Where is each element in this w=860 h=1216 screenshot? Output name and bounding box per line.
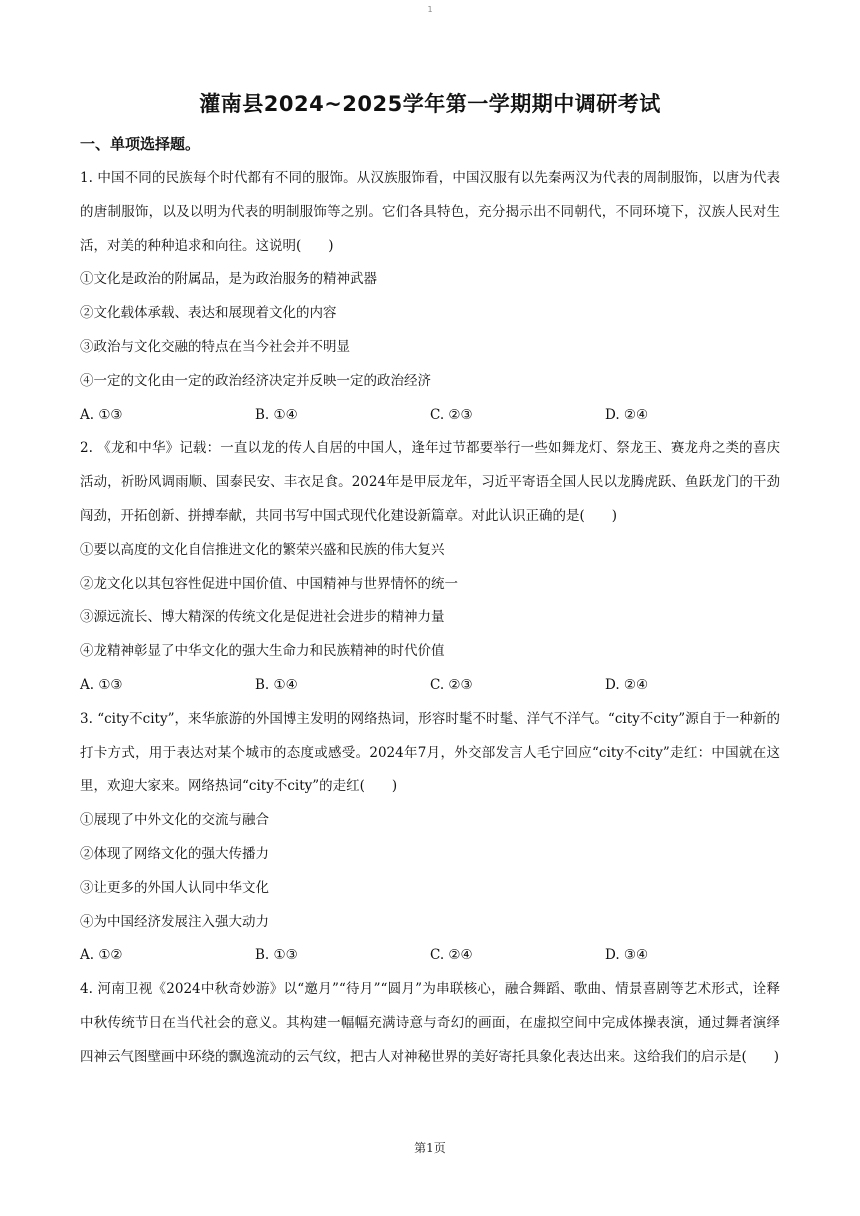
question-stem: 1. 中国不同的民族每个时代都有不同的服饰。从汉族服饰看，中国汉服有以先秦两汉为代表的周制服饰，以唐为代表的唐制服饰，以及以明为代表的明制服饰等之别。它们各具特色，充分揭示出不同朝代，不同环境下，汉族人民对生活，对美的种种追求和向往。这说明( )	[80, 170, 780, 254]
section-heading: 一、单项选择题。	[80, 135, 201, 153]
question-list	[80, 162, 780, 1075]
option-statement: ②体现了网络文化的强大传播力	[80, 845, 269, 862]
option-statement: ①文化是政治的附属品，是为政治服务的精神武器	[80, 271, 377, 288]
choice-b: B. ①④	[255, 676, 298, 693]
answer-choices	[80, 669, 780, 703]
choice-d: D. ②④	[605, 406, 649, 423]
option-statement: ③让更多的外国人认同中华文化	[80, 879, 269, 896]
choice-c: C. ②③	[430, 676, 473, 693]
choice-a: A. ①②	[80, 947, 123, 964]
answer-choices	[80, 939, 780, 973]
question-stem: 3. “city不city”，来华旅游的外国博主发明的网络热词，形容时髦不时髦、洋气不洋气。“city不city”源自于一种新的打卡方式，用于表达对某个城市的态度或感受。2024年7月，外交部发言人毛宁回应“city不city”走红：中国就在这里，欢迎大家来。网络热词“city不city”的走红( )	[80, 710, 780, 795]
choice-b: B. ①④	[255, 406, 298, 423]
choice-a: A. ①③	[80, 406, 123, 423]
choice-b: B. ①③	[255, 947, 298, 964]
question-1	[80, 162, 780, 432]
option-statement: ③源远流长、博大精深的传统文化是促进社会进步的精神力量	[80, 609, 445, 626]
page-number: 第1页	[414, 1141, 446, 1155]
answer-choices	[80, 399, 780, 433]
question-4	[80, 973, 780, 1074]
question-stem: 2. 《龙和中华》记载：一直以龙的传人自居的中国人，逢年过节都要举行一些如舞龙灯、祭龙王、赛龙舟之类的喜庆活动，祈盼风调雨顺、国泰民安、丰衣足食。2024年是甲辰龙年，习近平寄语全国人民以龙腾虎跃、鱼跃龙门的干劲闯劲，开拓创新、拼搏奉献，共同书写中国式现代化建设新篇章。对此认识正确的是( )	[80, 440, 780, 524]
option-statement: ③政治与文化交融的特点在当今社会并不明显	[80, 338, 350, 355]
option-statement: ②文化载体承载、表达和展现着文化的内容	[80, 305, 337, 322]
exam-title: 灌南县2024~2025学年第一学期期中调研考试	[199, 92, 661, 116]
choice-d: D. ②④	[605, 676, 649, 693]
option-statement: ②龙文化以其包容性促进中国价值、中国精神与世界情怀的统一	[80, 575, 458, 592]
choice-a: A. ①③	[80, 676, 123, 693]
header-mark: 1	[427, 5, 433, 14]
option-statement: ④一定的文化由一定的政治经济决定并反映一定的政治经济	[80, 372, 431, 389]
option-statement: ④为中国经济发展注入强大动力	[80, 913, 269, 930]
option-statement: ④龙精神彰显了中华文化的强大生命力和民族精神的时代价值	[80, 643, 445, 660]
choice-d: D. ③④	[605, 947, 649, 964]
choice-c: C. ②④	[430, 947, 473, 964]
question-2	[80, 432, 780, 702]
question-stem: 4. 河南卫视《2024中秋奇妙游》以“邀月”“待月”“圆月”为串联核心，融合舞蹈、歌曲、情景喜剧等艺术形式，诠释中秋传统节日在当代社会的意义。其构建一幅幅充满诗意与奇幻的画面，在虚拟空间中完成体操表演，通过舞者演绎四神云气图壁画中环绕的飘逸流动的云气纹，把古人对神秘世界的美好寄托具象化表达出来。这给我们的启示是( )	[80, 981, 780, 1065]
option-statement: ①展现了中外文化的交流与融合	[80, 812, 269, 829]
choice-c: C. ②③	[430, 406, 473, 423]
question-3	[80, 703, 780, 973]
option-statement: ①要以高度的文化自信推进文化的繁荣兴盛和民族的伟大复兴	[80, 541, 445, 558]
